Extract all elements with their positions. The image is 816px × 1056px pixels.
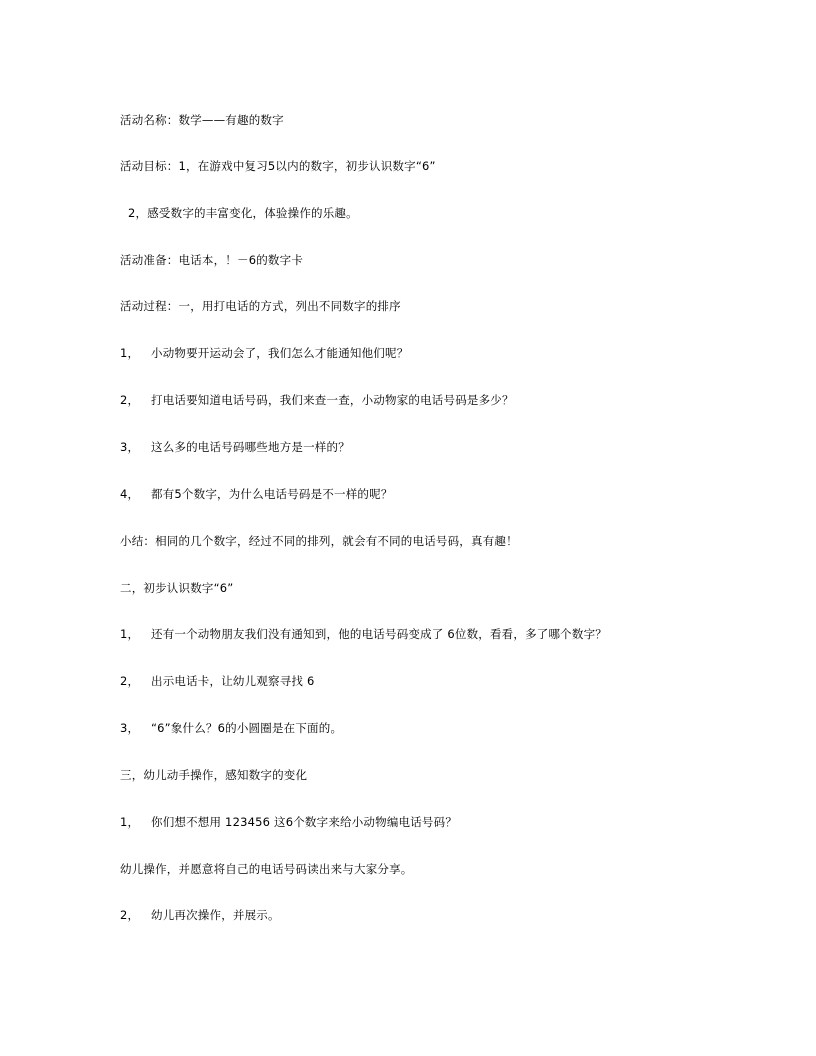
section-3-heading: 三，幼儿动手操作，感知数字的变化 xyxy=(120,768,308,782)
list-item-text: “6”象什么？6的小圆圈是在下面的。 xyxy=(151,721,343,735)
activity-goal-1: 活动目标：1，在游戏中复习5以内的数字，初步认识数字“6” xyxy=(120,159,436,173)
list-item xyxy=(120,814,457,830)
list-item-number: 2， xyxy=(120,908,140,922)
list-item-number: 2， xyxy=(120,674,140,688)
list-item-text: 出示电话卡，让幼儿观察寻找 6 xyxy=(151,674,315,688)
list-item-number: 3， xyxy=(120,721,140,735)
list-item xyxy=(120,392,514,408)
list-item-number: 1， xyxy=(120,346,140,360)
list-item-text: 都有5个数字，为什么电话号码是不一样的呢？ xyxy=(151,487,393,501)
child-operation: 幼儿操作，并愿意将自己的电话号码读出来与大家分享。 xyxy=(120,862,413,876)
list-item-text: 还有一个动物朋友我们没有通知到，他的电话号码变成了 6位数，看看，多了哪个数字？ xyxy=(151,627,607,641)
section-2-heading: 二，初步认识数字“6” xyxy=(120,581,234,595)
list-item xyxy=(120,486,393,502)
list-item xyxy=(120,345,408,361)
list-item-number: 4， xyxy=(120,487,140,501)
list-item xyxy=(120,439,350,455)
activity-goal-2: 2，感受数字的丰富变化，体验操作的乐趣。 xyxy=(128,206,358,220)
list-item-text: 你们想不想用 123456 这6个数字来给小动物编电话号码？ xyxy=(151,815,458,829)
list-item-number: 1， xyxy=(120,815,140,829)
list-item xyxy=(120,720,342,736)
list-item-text: 打电话要知道电话号码，我们来查一查，小动物家的电话号码是多少？ xyxy=(151,393,514,407)
activity-process-heading: 活动过程：一，用打电话的方式，列出不同数字的排序 xyxy=(120,299,401,313)
summary: 小结：相同的几个数字，经过不同的排列，就会有不同的电话号码，真有趣！ xyxy=(120,534,518,548)
activity-preparation: 活动准备：电话本，！－6的数字卡 xyxy=(120,253,304,267)
list-item-text: 这么多的电话号码哪些地方是一样的？ xyxy=(151,440,350,454)
list-item-number: 3， xyxy=(120,440,140,454)
list-item-number: 2， xyxy=(120,393,140,407)
list-item xyxy=(120,673,314,689)
list-item-text: 小动物要开运动会了，我们怎么才能通知他们呢？ xyxy=(151,346,409,360)
list-item xyxy=(120,907,280,923)
activity-name: 活动名称：数学——有趣的数字 xyxy=(120,113,284,127)
list-item xyxy=(120,626,607,642)
list-item-text: 幼儿再次操作，并展示。 xyxy=(151,908,280,922)
list-item-number: 1， xyxy=(120,627,140,641)
